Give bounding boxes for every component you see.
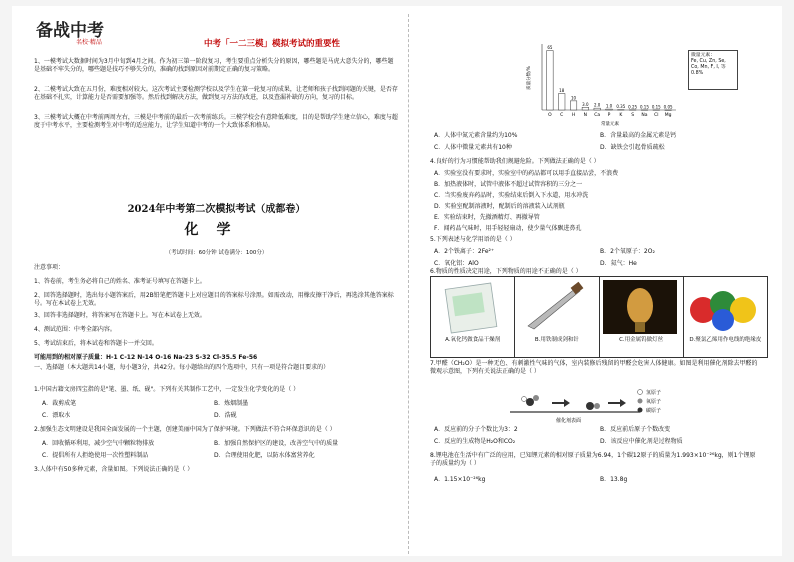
- wire-coils-image: [687, 280, 764, 334]
- q6-caption-d: D.聚氯乙烯用作电线的绝缘皮: [689, 337, 762, 343]
- note-3: 3、回答非选择题时，将答案写在答题卡上。写在本试卷上无效。: [34, 312, 206, 319]
- column-divider: [408, 14, 409, 554]
- desiccant-packet-image: [434, 280, 511, 334]
- value-label-O: 65: [547, 45, 553, 51]
- legend-hydrogen: 氢原子: [646, 390, 662, 396]
- q2-stem: 2.加强生态文明建设是我国全面发展的一个主题，创建美丽中国为了保护环境。下列做法不符合环保意识的是（ ）: [34, 426, 336, 433]
- q6-caption-a: A.氧化钙做食品干燥剂: [445, 337, 501, 343]
- tick-label-Na: Na: [641, 113, 648, 118]
- q7-stem: 7.甲醛（CH₂O）是一种无色、有刺激性气味的气体，室内装修后残留的甲醛会危害人体健康。如图是利用催化剂除去甲醛的微观示意图，下列有关说法正确的是（ ）: [430, 360, 758, 375]
- q8-stem: 8.锂电池在生活中有广泛的应用，已知锂元素的相对原子质量为6.94，1个碳12原子的质量为1.993×10⁻²⁶kg，则1个锂原子的质量约为（ ）: [430, 452, 756, 467]
- q4-option-f: F．闻药品气味时，用手轻轻扇动，使少量气体飘进鼻孔: [434, 225, 582, 232]
- q6-image-table: [430, 276, 768, 358]
- q6-caption-b: B.用铁制成剑和针: [534, 337, 579, 343]
- tick-label-O: O: [548, 113, 552, 118]
- q7-option-d: D．该反应中催化剂是过程物质: [600, 438, 683, 445]
- q5-option-b: B．2个氧原子：2O₂: [600, 248, 655, 255]
- value-label-H: 10: [571, 95, 577, 101]
- bar-C: [558, 94, 565, 110]
- bar-Ca: [594, 108, 601, 110]
- q3-stem: 3.人体中有50多种元素，含量如图。下列说法正确的是（ ）: [34, 466, 194, 473]
- tick-label-K: K: [619, 113, 623, 118]
- q1-option-a: A．裁剪成笔: [42, 400, 77, 407]
- note-4: 4、测试范围：中考全部内容。: [34, 326, 116, 333]
- bar-O: [547, 51, 554, 110]
- chart-bars: [547, 45, 673, 118]
- value-label-P: 1.0: [605, 103, 613, 109]
- value-label-Mg: 0.05: [663, 104, 673, 110]
- trace-element-box: [688, 50, 738, 90]
- q4-stem: 4.良好的行为习惯能帮助我们规避危险。下列做法正确的是（ ）: [430, 158, 600, 165]
- q7-option-b: B．反应前后原子个数改变: [600, 426, 671, 433]
- value-label-Ca: 2.0: [593, 102, 601, 108]
- tick-label-N: N: [583, 113, 588, 118]
- value-label-C: 18: [559, 88, 565, 94]
- bar-H: [570, 101, 577, 110]
- q4-option-e: E．实验结束时，先撤酒精灯、再撤导管: [434, 214, 540, 221]
- q5-option-d: D．氦气：He: [600, 260, 637, 267]
- q1-option-d: D．浩砚: [214, 412, 237, 419]
- brand-logo: [34, 14, 154, 48]
- logo-text: 备战中考: [36, 21, 104, 41]
- q6-cell-c: [600, 277, 684, 357]
- intro-paragraph-3: 3、三模考试大概在中考前两周左右，三模是中考前的最后一次考前练兵。三模学校会有意降低难度，目的是帮助学生建立信心，难度与超度于中考水平，主要检测考生对中考的适应能力，让学生知道中考的一个大致体系和格局。: [34, 114, 398, 129]
- intro-paragraph-2: 2、二模考试大致在五月份，难度相对较大。这次考试主要检测学校以及学生在第一轮复习的成果，让老师和孩子找到问题的关键，是否存在基础不扎实，计算能力是否需要加强等。然后找到解决方法，做到复习方法的改进，以及查漏补缺的方向，复习的目标。: [34, 86, 398, 101]
- q4-option-a: A．实验室没有要求时，实验室中的药品都可以用手直接品尝，不浪费: [434, 170, 619, 177]
- light-bulb-image: [603, 280, 680, 334]
- q2-option-c: C．提倡所有人拒绝使用一次性塑料制品: [42, 452, 149, 459]
- note-2: 2、回答选择题时，选出每小题答案后，用2B铅笔把答题卡上对应题目的答案标号涂黑。如需改动，用橡皮擦干净后，再选涂其他答案标号。写在本试卷上无效。: [34, 292, 394, 307]
- catalyst-surface-label: 催化剂表面: [556, 418, 582, 424]
- q4-option-d: D．实验室配制溶液时，配制后的溶液装入试剂瓶: [434, 203, 565, 210]
- q7-option-c: C．反应的生成物是H₂O和CO₂: [434, 438, 516, 445]
- trace-element-text: Fe, Cu, Zn, Se, Co, Mn, F, I, 等 0.8%: [691, 59, 726, 76]
- q5-stem: 5.下列表述与化学用语的是（ ）: [430, 236, 516, 243]
- section-one-heading: 一、选择题（本大题共14小题，每小题3分，共42分。每小题给出的四个选项中，只有一项是符合题目要求的）: [34, 364, 330, 371]
- q6-cell-a: [431, 277, 515, 357]
- q7-option-a: A．反应前的分子个数比为3：2: [434, 426, 518, 433]
- note-1: 1、答卷前，考生务必将自己的姓名、准考证号填写在答题卡上。: [34, 278, 206, 285]
- catalyst-diagram: [500, 384, 690, 424]
- atomic-masses: 可能用到的相对原子质量：H-1 C-12 N-14 O-16 Na-23 S-32 Cl-35.5 Fe-56: [34, 354, 258, 361]
- legend-carbon: 碳原子: [646, 408, 662, 414]
- value-label-Cl: 0.15: [651, 104, 661, 110]
- value-label-K: 0.35: [616, 104, 626, 110]
- tick-label-H: H: [571, 113, 576, 118]
- q6-stem: 6.物质的性质决定用途，下列物质的用途不正确的是（ ）: [430, 268, 582, 275]
- value-label-Na: 0.15: [639, 104, 649, 110]
- q2-option-a: A．回收循环利用，减少空气中颗粒物排放: [42, 440, 155, 447]
- x-axis-label: 常量元素: [601, 122, 619, 127]
- tick-label-P: P: [607, 113, 611, 118]
- exam-page: [12, 6, 782, 556]
- q2-option-b: B．加强自然保护区的建设，改善空气中的质量: [214, 440, 339, 447]
- q5-option-a: A．2个铁离子：2Fe²⁺: [434, 248, 495, 255]
- q8-option-b: B．13.8g: [600, 476, 628, 483]
- subject-title: 化学: [184, 222, 249, 238]
- note-5: 5、考试结束后，将本试卷和答题卡一并交回。: [34, 340, 158, 347]
- q3-option-b: B．含量最高的金属元素是钙: [600, 132, 677, 139]
- legend-oxygen: 氧原子: [646, 399, 662, 405]
- exam-meta: （考试时间：60分钟 试卷满分：100分）: [165, 250, 268, 256]
- iron-knife-image: [518, 280, 595, 334]
- trace-element-title: 微量元素：: [691, 53, 715, 58]
- bar-N: [582, 107, 589, 110]
- chart-svg: [526, 38, 686, 128]
- q3-option-c: C．人体中微量元素共有10种: [434, 144, 512, 151]
- value-label-S: 0.25: [628, 104, 638, 110]
- notes-heading: 注意事项：: [34, 264, 65, 271]
- tick-label-S: S: [631, 113, 635, 118]
- q1-stem: 1.中国古籍文房四宝指的是"笔、墨、纸、砚"。下列有关其制作工艺中，一定发生化学变化的是（ ）: [34, 386, 300, 393]
- y-axis-label: 质量分数/%: [527, 66, 532, 90]
- q1-option-b: B．炼烟制墨: [214, 400, 249, 407]
- q4-option-c: C．当实验废弃药品时，实验结束后倒入下水道，用水冲洗: [434, 192, 589, 199]
- exam-title: 2024年中考第二次模拟考试（成都卷）: [127, 204, 306, 215]
- intro-paragraph-1: 1、一模考试大数据时间为3月中旬到4月之间。作为初三第一阶段复习，考生要重点分析失分的原因，哪些题是马虎大意失分的，哪些题是基础不牢失分的，哪些题是技巧不够失分的，准确的找到原因对前期定正确的复习策略。: [34, 58, 394, 73]
- bar-P: [606, 109, 613, 110]
- q6-caption-c: C.用金属钨做灯丝: [619, 337, 664, 343]
- q3-option-d: D．缺铁会引起骨质疏松: [600, 144, 665, 151]
- tick-label-C: C: [560, 113, 564, 118]
- logo-subtext: 名校·精品: [76, 39, 102, 46]
- q4-option-b: B．加热液体时，试管中液体不超过试管容积的三分之一: [434, 181, 583, 188]
- element-bar-chart: [526, 38, 686, 128]
- tick-label-Ca: Ca: [594, 113, 601, 118]
- q8-option-a: A．1.15×10⁻²⁶kg: [434, 476, 486, 483]
- tick-label-Cl: Cl: [654, 113, 659, 118]
- banner-title: 中考「一二三模」模拟考试的重要性: [203, 39, 340, 49]
- q1-option-c: C．漂取水: [42, 412, 71, 419]
- q6-cell-b: [515, 277, 599, 357]
- q2-option-d: D．合理使用化肥，以防水体富营养化: [214, 452, 315, 459]
- q3-option-a: A．人体中氮元素含量约为10%: [434, 132, 518, 139]
- value-label-N: 3.0: [582, 101, 589, 107]
- q6-cell-d: [684, 277, 767, 357]
- tick-label-Mg: Mg: [664, 113, 672, 118]
- q5-option-c: C．氧化铝：AlO: [434, 260, 479, 267]
